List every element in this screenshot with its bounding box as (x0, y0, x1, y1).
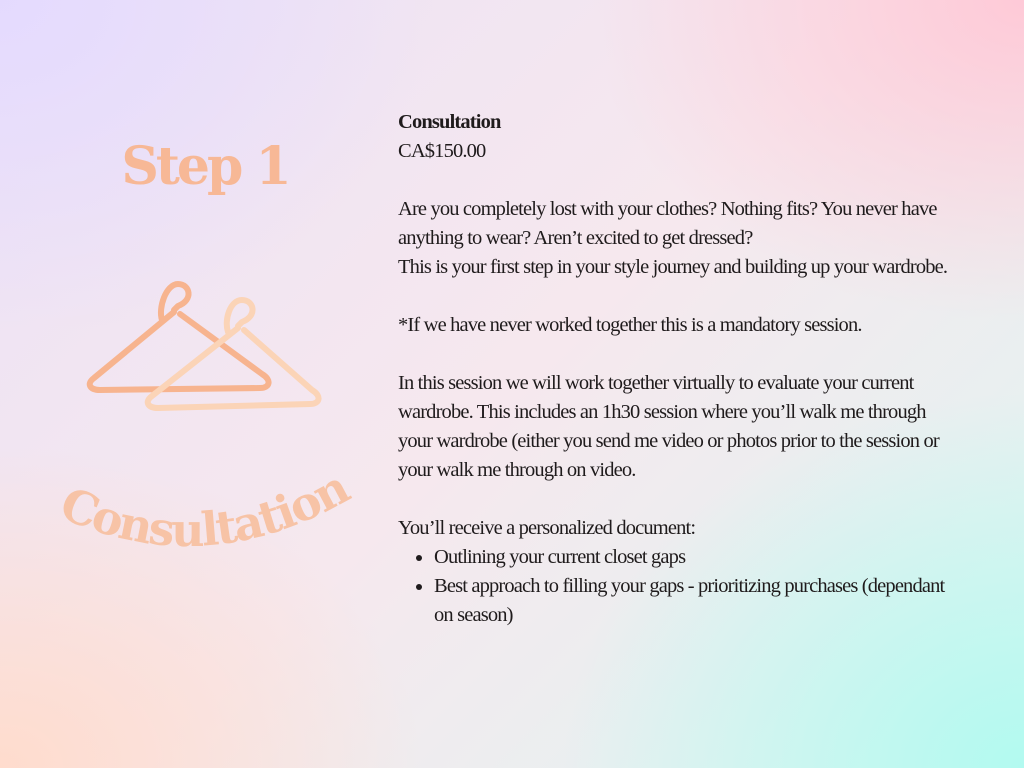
step-title: Step 1 (121, 136, 289, 197)
clothes-hangers-icon (78, 270, 328, 420)
intro-text-1: Are you completely lost with your clothes? Nothing fits? You never have anything to wear? Aren’t excited to get dressed? (398, 198, 937, 249)
mandatory-note: *If we have never worked together this is a mandatory session. (398, 314, 862, 336)
list-item: • Best approach to filling your gaps - prioritizing purchases (dependant on season) (434, 572, 958, 630)
deliverable-list (398, 543, 958, 630)
service-description (398, 108, 958, 630)
session-description: In this session we will work together virtually to evaluate your current wardrobe. This includes an 1h30 session where you’ll walk me through your wardrobe (either you send me video or photos prior to the session or your walk me through on video. (398, 372, 939, 481)
service-price: CA$150.00 (398, 140, 486, 162)
curved-label-text: Consultation (52, 460, 357, 557)
curved-consultation-label (28, 450, 378, 590)
service-name: Consultation (398, 111, 501, 133)
intro-text-2: This is your first step in your style journey and building up your wardrobe. (398, 256, 948, 278)
svg-text:Consultation (53, 460, 358, 557)
deliverable-intro: You’ll receive a personalized document: (398, 517, 696, 539)
list-item: • Outlining your current closet gaps (434, 543, 958, 572)
